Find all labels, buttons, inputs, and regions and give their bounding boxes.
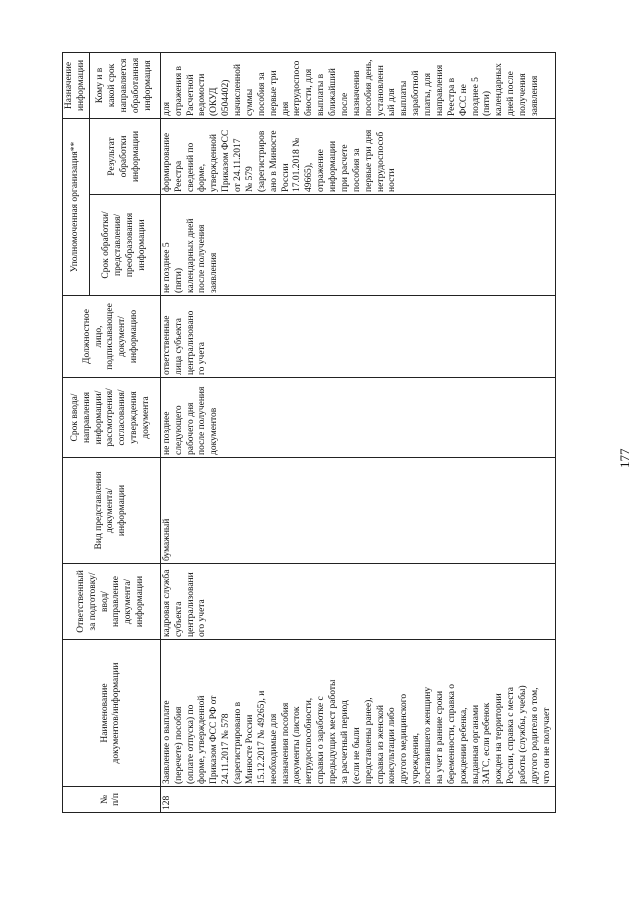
row-official: ответственные лица субъекта централизовано го учета <box>160 296 555 378</box>
header-recipient: Кому и в какой срок направляется обработанная информация <box>89 52 160 118</box>
page-number: 177 <box>617 448 632 468</box>
header-purpose: Назначение информации <box>63 52 90 118</box>
header-responsible: Ответственный за подготовку/ ввод/ направление документа/ информации <box>63 564 161 640</box>
header-form: Вид представления документа/ информации <box>63 458 161 564</box>
row-num: 128 <box>160 787 555 813</box>
row-purpose: для отражения в Расчетной ведомости (ОКУД 0504402) начисленной суммы пособия за первые три дня нетрудоспосо бности, для выплаты в ближайший после назначения пособия день, установленн ый для выплаты заработной платы, для направления Реестра в ФСС не позднее 5 (пяти) календарных дней после получения заявления <box>160 52 555 118</box>
header-auth-result: Результат обработки информации <box>89 118 160 194</box>
row-form: бумажный <box>160 458 555 564</box>
row-auth-term: не позднее 5 (пяти) календарных дней после получения заявления <box>160 195 555 296</box>
row-document-name: Заявление о выплате (перечете) пособия (оплате отпуска) по форме, утвержденной Приказом ФСС РФ от 24.11.2017 № 578 (зарегистрировано в Минюсте России 15.12.2017 № 49265), и необходимые для назначения пособия документы (листок нетрудоспособности, справки о заработке с предыдущих мест работы за расчетный период (если не были представлены ранее), справка из женской консультации либо другого медицинского учреждения, поставившего женщину на учет в ранние сроки беременности, справка о рождении ребенка, выданная органами ЗАГС, если ребенок рожден на территории России, справка с места работы (службы, учебы) другого родителя о том, что он не получает <box>160 640 555 787</box>
header-name: Наименование документов/информации <box>63 640 161 787</box>
header-num: № п/п <box>63 787 161 813</box>
header-term: Срок ввода/ направления информации/ рассмотрения/ согласования/ утверждения документа <box>63 378 161 458</box>
row-auth-result: формирование Реестра сведений по форме, утвержденной Приказом ФСС от 24.11.2017 № 579 (зарегистриров ано в Минюсте России 17.01.2018 № 49665), отражение информации при расчете пособия за первые три дня нетрудоспособ ности <box>160 118 555 194</box>
header-auth-term: Срок обработки/ представления/ преобразования информации <box>89 195 160 296</box>
table-header-row <box>63 52 90 812</box>
header-authorized-organization: Уполномоченная организация** <box>63 118 90 295</box>
row-term: не позднее следующего рабочего дня после получения документов <box>160 378 555 458</box>
document-register-table <box>62 52 556 813</box>
table-row <box>160 52 555 812</box>
header-official: Должностное лицо, подписывающее документ/ информацию <box>63 296 161 378</box>
row-responsible: кадровая служба субъекта централизовани ого учета <box>160 564 555 640</box>
